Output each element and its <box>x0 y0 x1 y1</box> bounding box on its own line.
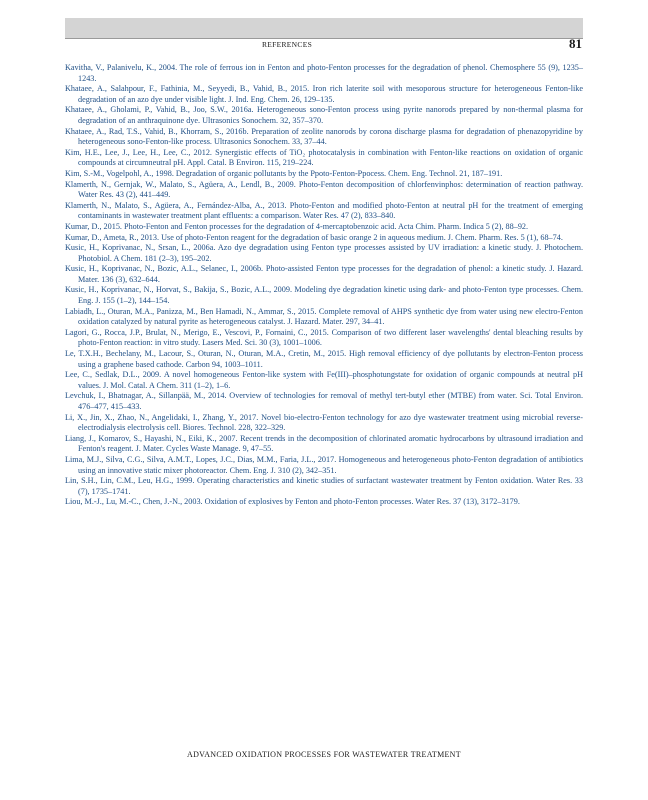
reference-item: Lin, S.H., Lin, C.M., Leu, H.G., 1999. Operating characteristics and kinetic studies of surfactant wastewater treatment by Fenton oxidation. Water Res. 33 (7), 1735–1741. <box>65 476 583 496</box>
reference-item: Khataee, A., Rad, T.S., Vahid, B., Khorram, S., 2016b. Preparation of zeolite nanorods by corona discharge plasma for degradation of phenazopyridine by heterogeneous sono-Fenton-like process. Ultrasonics Sonochem. 33, 37–44. <box>65 126 583 147</box>
reference-item: Klamerth, N., Malato, S., Agüera, A., Fernández-Alba, A., 2013. Photo-Fenton and modified photo-Fenton at neutral pH for the treatment of emerging contaminants in wastewater treatment plant effluents: a comparison. Water Res. 47 (2), 833–840. <box>65 200 583 221</box>
reference-item: Kumar, D., Ameta, R., 2013. Use of photo-Fenton reagent for the degradation of basic orange 2 in aqueous medium. J. Chem. Pharm. Res. 5 (1), 68–74. <box>65 232 563 242</box>
reference-item: Kusic, H., Koprivanac, N., Srsan, L., 2006a. Azo dye degradation using Fenton type processes assisted by UV irradiation: a kinetic study. J. Photochem. Photobiol. A Chem. 181 (2–3), 195–202. <box>65 243 583 263</box>
reference-item: Labiadh, L., Oturan, M.A., Panizza, M., Ben Hamadi, N., Ammar, S., 2015. Complete removal of AHPS synthetic dye from water using new electro-Fenton oxidation catalyzed by natural pyrite as heterogeneous catalyst. J. Hazard. Mater. 297, 34–41. <box>65 306 583 327</box>
reference-item: Liou, M.-J., Lu, M.-C., Chen, J.-N., 2003. Oxidation of explosives by Fenton and photo-Fenton processes. Water Res. 37 (13), 3172–3179. <box>65 497 520 507</box>
reference-item: Kusic, H., Koprivanac, N., Horvat, S., Bakija, S., Bozic, A.L., 2009. Modeling dye degradation kinetic using dark- and photo-Fenton type processes. Chem. Eng. J. 155 (1–2), 144–154. <box>65 285 583 306</box>
reference-item: Kusic, H., Koprivanac, N., Bozic, A.L., Selanec, I., 2006b. Photo-assisted Fenton type processes for the degradation of phenol: a kinetic study. J. Hazard. Mater. 136 (3), 632–644. <box>65 264 583 284</box>
reference-item: Kumar, D., 2015. Photo-Fenton and Fenton processes for the degradation of 4-mercaptobenzoic acid. Acta Chim. Pharm. Indica 5 (2), 88–92. <box>65 221 529 231</box>
header-rule <box>65 38 583 39</box>
running-head: REFERENCES <box>261 40 313 49</box>
reference-item: Khataee, A., Gholami, P., Vahid, B., Joo, S.W., 2016a. Heterogeneous sono-Fenton process using pyrite nanorods prepared by non-thermal plasma for degradation of an anthraquinone dye. Ultrasonics Sonochem. 32, 357–370. <box>65 105 583 125</box>
reference-item: Khataee, A., Salahpour, F., Fathinia, M., Seyyedi, B., Vahid, B., 2015. Iron rich laterite soil with mesoporous structure for heterogeneous Fenton-like degradation of an azo dye under visible light. J. Ind. Eng. Chem. 26, 129–135. <box>65 84 583 104</box>
reference-item: Lagori, G., Rocca, J.P., Brulat, N., Merigo, E., Vescovi, P., Fornaini, C., 2015. Comparison of two different laser wavelengths' dental bleaching results by photo-Fenton reaction: in vitro study. Lasers Med. Sci. 30 (3), 1001–1006. <box>65 327 583 348</box>
reference-item: Kavitha, V., Palanivelu, K., 2004. The role of ferrous ion in Fenton and photo-Fenton processes for the degradation of phenol. Chemosphere 55 (9), 1235–1243. <box>65 63 583 83</box>
reference-item: Lee, C., Sedlak, D.L., 2009. A novel homogeneous Fenton-like system with Fe(III)–phosphotungstate for oxidation of organic compounds at neutral pH values. J. Mol. Catal. A Chem. 311 (1–2), 1–6. <box>65 370 583 390</box>
header-band <box>65 18 583 38</box>
reference-item: Lima, M.J., Silva, C.G., Silva, A.M.T., Lopes, J.C., Dias, M.M., Faria, J.L., 2017. Homogeneous and heterogeneous photo-Fenton degradation of antibiotics using an innovative static mixer photoreactor. Chem. Eng. J. 310 (2), 342–351. <box>65 454 583 475</box>
reference-item: Kim, H.E., Lee, J., Lee, H., Lee, C., 2012. Synergistic effects of TiO₂ photocatalysis in combination with Fenton-like reactions on oxidation of organic compounds at circumneutral pH. Appl. Catal. B Environ. 115, 219–224. <box>65 147 583 168</box>
reference-item: Li, X., Jin, X., Zhao, N., Angelidaki, I., Zhang, Y., 2017. Novel bio-electro-Fenton technology for azo dye wastewater treatment using microbial reverse-electrodialysis electrolysis cell. Biores. Technol. 228, 322–329. <box>65 412 583 433</box>
footer-book-title: ADVANCED OXIDATION PROCESSES FOR WASTEWATER TREATMENT <box>187 750 461 759</box>
page-number: 81 <box>569 36 582 51</box>
reference-item: Le, T.X.H., Bechelany, M., Lacour, S., Oturan, N., Oturan, M.A., Cretin, M., 2015. High removal efficiency of dye pollutants by electron-Fenton process using a graphene based cathode. Carbon 94, 1003–1011. <box>65 349 583 369</box>
reference-item: Kim, S.-M., Vogelpohl, A., 1998. Degradation of organic pollutants by the Ppoto-Fenton-Ppocess. Chem. Eng. Technol. 21, 187–191. <box>65 168 503 178</box>
reference-item: Klamerth, N., Gernjak, W., Malato, S., Agüera, A., Lendl, B., 2009. Photo-Fenton decomposition of chlorfenvinphos: determination of reaction pathway. Water Res. 43 (2), 441–449. <box>65 179 583 200</box>
reference-item: Levchuk, I., Bhatnagar, A., Sillanpää, M., 2014. Overview of technologies for removal of methyl tert-butyl ether (MTBE) from water. Sci. Total Environ. 476–477, 415–433. <box>65 391 583 411</box>
reference-item: Liang, J., Komarov, S., Hayashi, N., Eiki, K., 2007. Recent trends in the decomposition of chlorinated aromatic hydrocarbons by ultrasound irradiation and Fenton's reagent. J. Mater. Cycles Waste Manage. 9, 47–55. <box>65 433 583 454</box>
reference-list <box>65 63 583 508</box>
